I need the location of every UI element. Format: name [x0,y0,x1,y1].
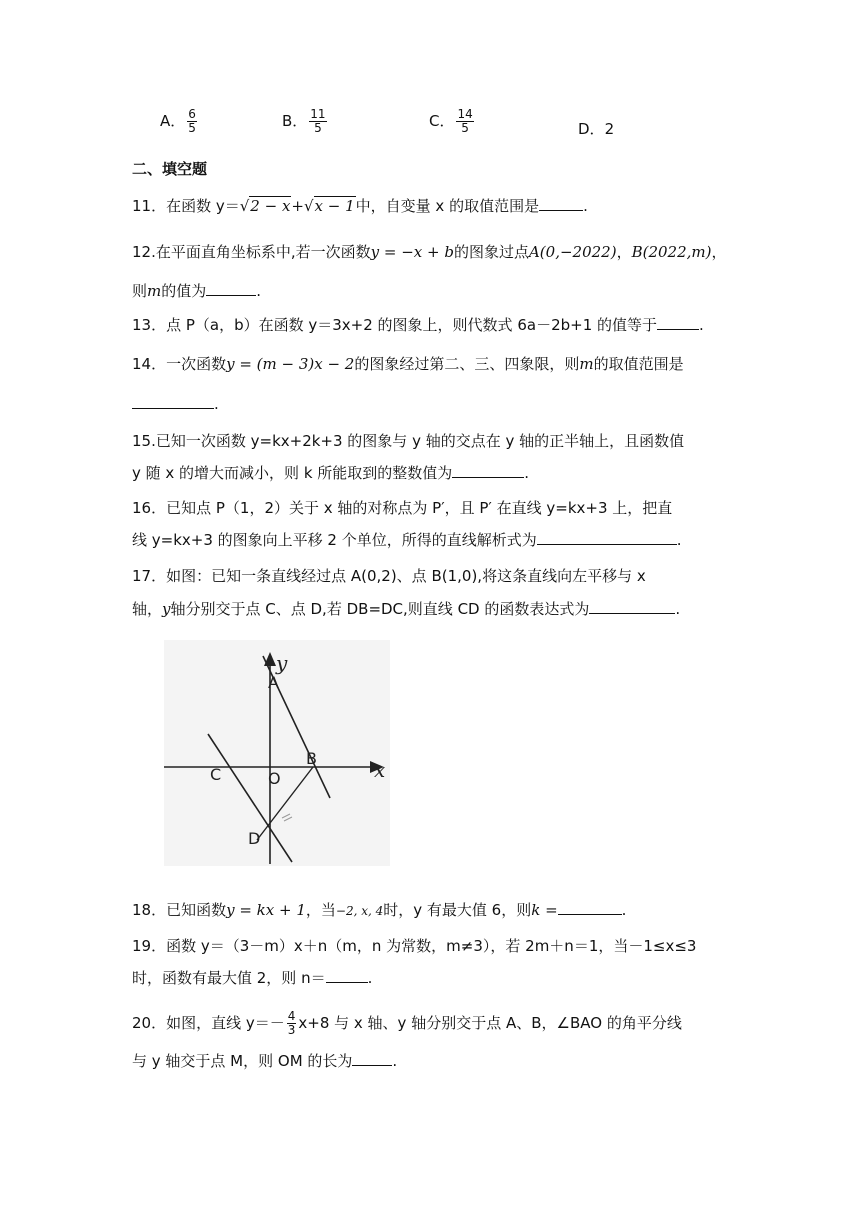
fraction: $\frac{6}{5}$ [188,107,196,135]
answer-blank [132,394,214,409]
answer-blank [537,530,677,545]
answer-blank [558,900,622,915]
point-a-label: A [268,673,279,692]
question-11: 11．在函数 y＝√2 − x+√x − 1中，自变量 x 的取值范围是 . [132,197,588,215]
answer-blank [352,1051,392,1066]
fraction: $\frac{11}{5}$ [310,107,326,135]
answer-blank [326,968,368,983]
y-axis-label: y [276,651,288,675]
answer-blank [452,463,524,478]
question-20-line-1: 20．如图，直线 y＝－ $\frac{4}{3}$ x+8 与 x 轴、y 轴分别交于点 A、B，∠BAO 的角平分线 [132,1009,682,1037]
answer-blank [206,281,256,296]
question-13: 13．点 P（a，b）在函数 y＝3x+2 的图象上，则代数式 6a－2b+1 的值等于 . [132,316,704,334]
question-14: 14．一次函数y = (m − 3)x − 2的图象经过第二、三、四象限，则m的取值范围是 [132,355,684,373]
question-16-line-1: 16．已知点 P（1，2）关于 x 轴的对称点为 P′，且 P′ 在直线 y=kx+3 上，把直 [132,499,673,517]
origin-label: O [268,769,281,788]
equal-tick-mark [284,817,292,821]
option-a: A． $\frac{6}{5}$ [160,107,196,135]
option-d: D．2 [578,120,615,138]
section-title: 二、填空题 [132,160,208,178]
question-17-line-2: 轴，y轴分别交于点 C、点 D,若 DB=DC,则直线 CD 的函数表达式为 . [132,600,681,618]
equal-tick-mark [282,814,290,818]
coordinate-figure [164,640,390,866]
question-12-line-2: 则m的值为 . [132,282,262,300]
figure-svg [164,640,390,866]
point-b-label: B [306,749,317,768]
fraction: $\frac{14}{5}$ [457,107,473,135]
sqrt-expression: √2 − x [239,197,291,215]
answer-blank [589,599,675,614]
answer-blank [657,315,699,330]
option-c: C． $\frac{14}{5}$ [429,107,473,135]
segment-db [257,767,313,840]
y-axis-arrow-icon [264,652,276,666]
option-b: B． $\frac{11}{5}$ [282,107,326,135]
question-18: 18．已知函数y = kx + 1，当−2, x, 4时，y 有最大值 6，则k = . [132,901,627,919]
point-d-label: D [248,829,261,848]
fraction: $\frac{4}{3}$ [287,1009,296,1037]
question-16-line-2: 线 y=kx+3 的图象向上平移 2 个单位，所得的直线解析式为 . [132,531,682,549]
question-17-line-1: 17．如图：已知一条直线经过点 A(0,2)、点 B(1,0),将这条直线向左平移与 x [132,567,646,585]
question-15-line-1: 15.已知一次函数 y=kx+2k+3 的图象与 y 轴的交点在 y 轴的正半轴上，且函数值 [132,432,685,450]
question-19-line-1: 19．函数 y＝（3－m）x＋n（m，n 为常数，m≠3），若 2m＋n＝1，当－1≤x≤3 [132,937,697,955]
question-14-blank-line: . [132,394,219,414]
point-c-label: C [210,765,222,784]
sqrt-expression: √x − 1 [303,197,355,215]
question-15-line-2: y 随 x 的增大而减小，则 k 所能取到的整数值为 . [132,464,530,482]
question-12-line-1: 12.在平面直角坐标系中,若一次函数y = −x + b的图象过点A(0,−2022)，B(2022,m)， [132,243,727,261]
question-19-line-2: 时，函数有最大值 2，则 n＝ . [132,969,373,987]
question-20-line-2: 与 y 轴交于点 M，则 OM 的长为 . [132,1052,398,1070]
x-axis-label: x [374,758,386,782]
answer-blank [539,196,583,211]
